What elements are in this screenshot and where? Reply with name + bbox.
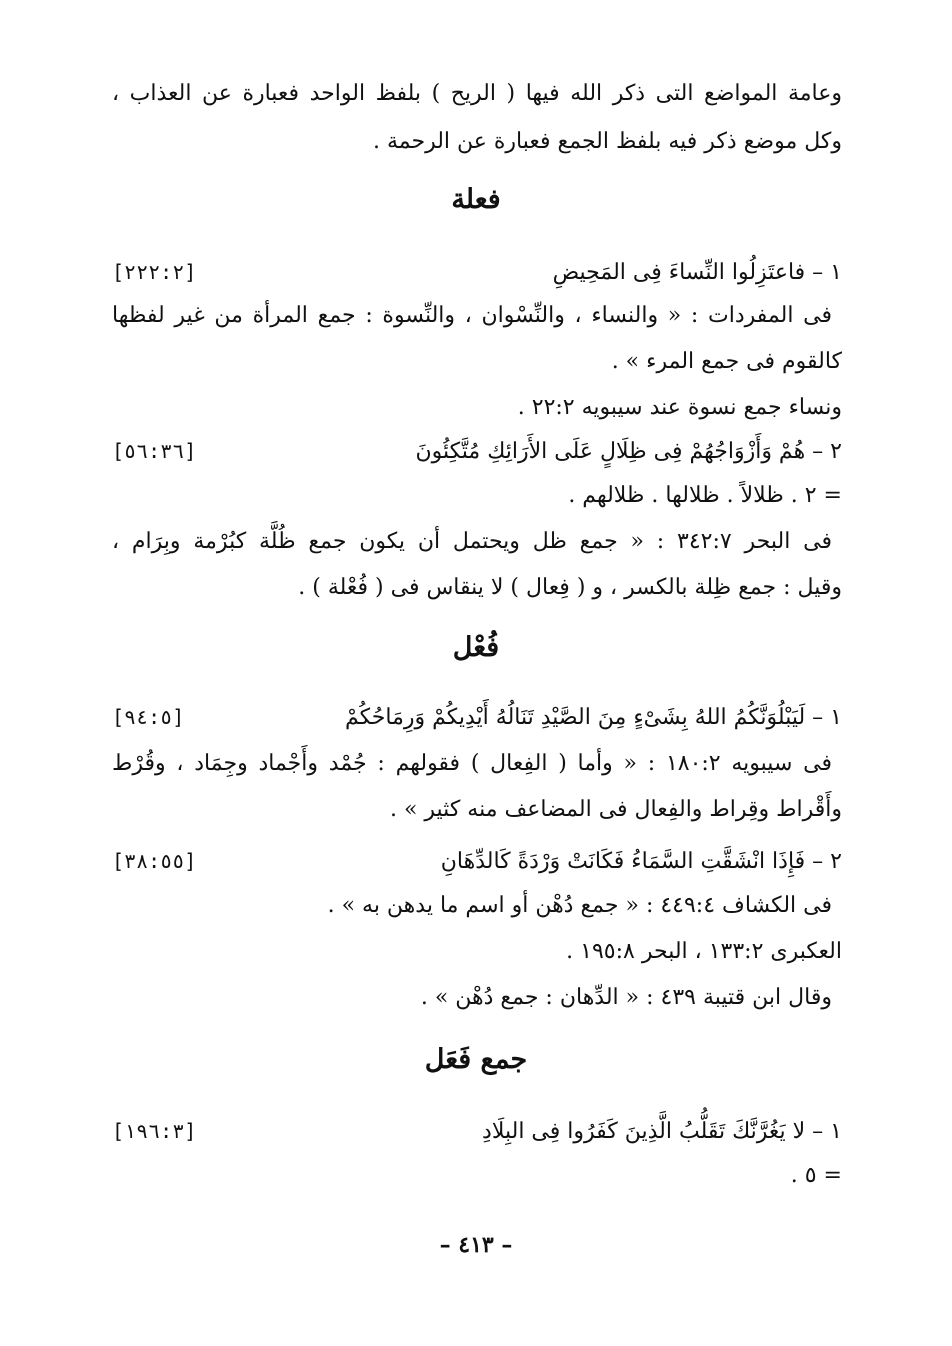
commentary-line: العكبرى ١٣٣:٢ ، البحر ١٩٥:٨ . — [566, 939, 842, 964]
commentary-line: كالقوم فى جمع المرء » . — [611, 349, 842, 374]
verse-reference: [٩٤:٥] — [112, 705, 185, 729]
verse-reference: [٣٨:٥٥] — [112, 849, 197, 873]
verse-text: ٢ – هُمْ وَأَزْوَاجُهُمْ فِى ظِلَالٍ عَلَى الأَرَائِكِ مُتَّكِئُونَ — [415, 438, 842, 464]
verse-row — [112, 430, 842, 472]
section-heading-plural-faal: جمع فَعَل — [424, 1044, 528, 1075]
verse-row — [112, 1110, 842, 1152]
page-number: – ٤١٣ – — [439, 1232, 513, 1258]
commentary-line: وقال ابن قتيبة ٤٣٩ : « الدِّهان : جمع دُهْن » . — [420, 985, 832, 1010]
commentary-line: = ٢ . ظلالاً . ظلالها . ظلالهم . — [568, 483, 842, 508]
verse-reference: [١٩٦:٣] — [112, 1119, 197, 1143]
verse-reference: [٢٢٢:٢] — [112, 260, 197, 284]
verse-text: ١ – لَيَبْلُوَنَّكُمُ اللهُ بِشَىْءٍ مِنَ الصَّيْدِ تَنَالُهُ أَيْدِيكُمْ وَرِمَاحُكُمْ — [344, 704, 842, 730]
commentary-line: فى البحر ٣٤٢:٧ : « جمع ظل ويحتمل أن يكون جمع ظُلَّة كبُرْمة وبِرَام ، — [112, 529, 832, 554]
commentary-line: وأَقْراط وقِراط والفِعال فى المضاعف منه كثير » . — [389, 797, 842, 822]
commentary-line: ونساء جمع نسوة عند سيبويه ٢٢:٢ . — [517, 395, 842, 420]
intro-line-1: وعامة المواضع التى ذكر الله فيها ( الريح ) بلفظ الواحد فعبارة عن العذاب ، — [112, 81, 842, 106]
verse-text: ٢ – فَإِذَا انْشَقَّتِ السَّمَاءُ فَكَانَتْ وَرْدَةً كَالدِّهَانِ — [440, 848, 842, 874]
commentary-line: = ٥ . — [790, 1163, 842, 1188]
verse-text: ١ – لا يَغُرَّنَّكَ تَقَلُّبُ الَّذِينَ كَفَرُوا فِى البِلَادِ — [482, 1118, 842, 1144]
verse-row — [112, 696, 842, 738]
section-heading-fual: فُعْل — [452, 632, 500, 663]
commentary-line: فى سيبويه ١٨٠:٢ : « وأما ( الفِعال ) فقولهم : جُمْد وأَجْماد وجِمَاد ، وقُرْط — [112, 751, 832, 776]
commentary-line: فى المفردات : « والنساء ، والنِّسْوان ، والنِّسوة : جمع المرأة من غير لفظها — [112, 303, 832, 328]
section-heading-fuala: فعلة — [451, 184, 501, 215]
intro-line-2: وكل موضع ذكر فيه بلفظ الجمع فعبارة عن الرحمة . — [372, 129, 842, 154]
verse-reference: [٥٦:٣٦] — [112, 439, 197, 463]
verse-text: ١ – فاعتَزِلُوا النِّساءَ فِى المَحِيضِ — [552, 259, 842, 285]
commentary-line: وقيل : جمع ظِلة بالكسر ، و ( فِعال ) لا ينقاس فى ( فُعْلة ) . — [298, 575, 842, 600]
verse-row — [112, 840, 842, 882]
commentary-line: فى الكشاف ٤٤٩:٤ : « جمع دُهْن أو اسم ما يدهن به » . — [327, 893, 832, 918]
verse-row — [112, 251, 842, 293]
